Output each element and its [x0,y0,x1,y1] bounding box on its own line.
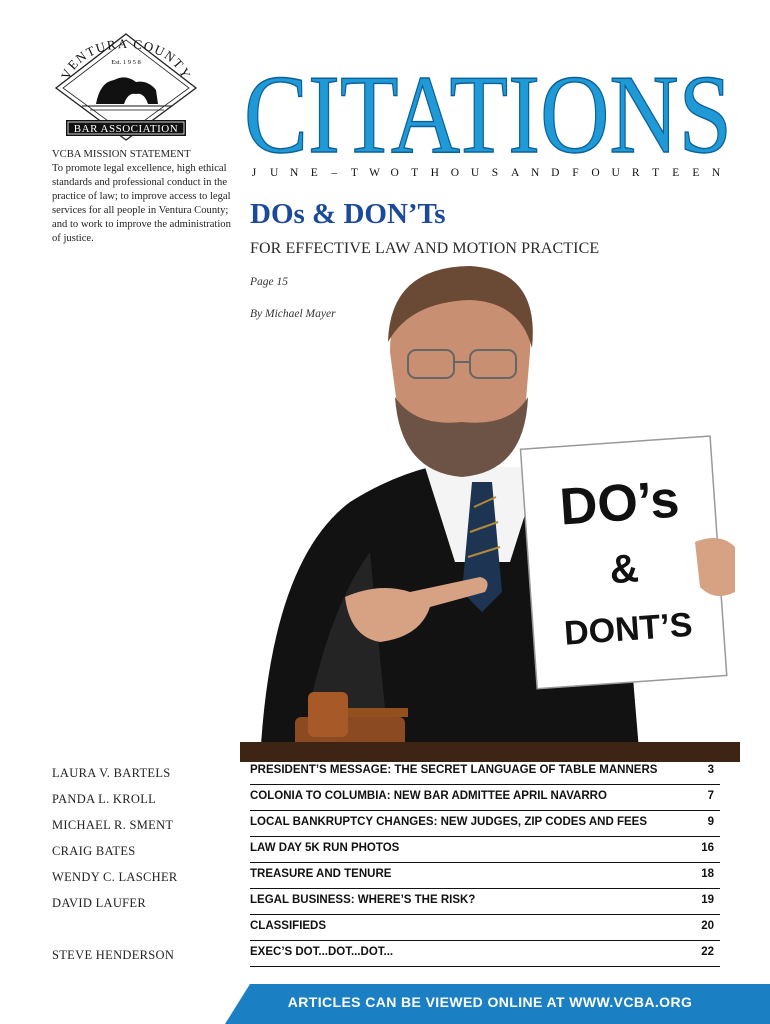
sign-line-2: & [608,546,641,593]
dateline-letter: E [692,167,700,179]
toc-page: 20 [701,920,714,932]
dateline-letter: N [711,167,720,179]
toc-page: 22 [701,946,714,958]
bar-association-logo [52,30,200,142]
toc-title: EXEC’S DOT...DOT...DOT... [250,946,394,958]
toc-row[interactable] [250,940,720,967]
board-name: STEVE HENDERSON [52,948,175,962]
feature-byline: By Michael Mayer [250,308,336,320]
toc-row[interactable] [250,758,720,785]
sign-line-3: DONT’S [562,605,694,653]
toc-row[interactable] [250,888,720,915]
dateline-letter: U [470,167,480,179]
toc-page: 9 [707,816,714,828]
mission-statement [52,148,232,246]
logo-est-text: Est. 1 9 5 8 [111,59,141,66]
toc-row[interactable] [250,914,720,941]
dateline-letter: N [290,167,299,179]
dateline-letter: O [450,167,460,179]
toc-page: 19 [701,894,714,906]
footer-online-link[interactable]: ARTICLES CAN BE VIEWED ONLINE AT WWW.VCBA.ORG [287,994,693,1010]
dateline-letter: – [331,167,338,179]
board-name: LAURA V. BARTELS [52,766,171,780]
judge-photo [240,262,740,762]
feature-page-ref: Page 15 [250,276,289,288]
dateline-letter: E [310,167,318,179]
board-name: DAVID LAUFER [52,896,146,910]
logo-banner-text: BAR ASSOCIATION [73,123,179,135]
toc-title: LOCAL BANKRUPTCY CHANGES: NEW JUDGES, ZIP CODES AND FEES [250,816,648,828]
toc-page: 7 [707,790,714,802]
dateline-letter: S [491,167,499,179]
toc-row[interactable] [250,810,720,837]
logo-arc-text: VENTURA COUNTY [57,35,195,82]
dateline-letter: T [411,167,419,179]
toc-title: PRESIDENT’S MESSAGE: THE SECRET LANGUAGE OF TABLE MANNERS [250,764,658,776]
feature-subtitle: FOR EFFECTIVE LAW AND MOTION PRACTICE [250,240,600,257]
board-name: PANDA L. KROLL [52,792,157,806]
dateline-letter: U [611,167,620,179]
mission-heading: VCBA MISSION STATEMENT [52,149,191,160]
dateline-letter: O [591,167,600,179]
board-name: MICHAEL R. SMENT [52,818,174,832]
board-name: WENDY C. LASCHER [52,870,178,884]
toc-title: CLASSIFIEDS [250,920,327,932]
toc-page: 16 [701,842,714,854]
dateline-letter: H [430,167,439,179]
toc-title: LAW DAY 5K RUN PHOTOS [250,842,400,854]
toc-page: 18 [701,868,714,880]
masthead [240,24,740,164]
dateline-letter: N [531,167,540,179]
dateline-letter: O [390,167,399,179]
arch-rock-icon [82,77,172,110]
dateline-letter: W [369,167,380,179]
dateline-letter: U [269,167,279,179]
dateline-letter: T [652,167,660,179]
masthead-title: CITATIONS [244,53,732,164]
dateline-letter: T [350,167,358,179]
dateline-letter: R [631,167,640,179]
toc-row[interactable] [250,836,720,863]
mission-body: To promote legal excellence, high ethical standards and professional conduct in the practice of law; to improve access to legal services for all people in Ventura County; and to work to improve the administration of justice. [52,163,231,244]
toc-title: COLONIA TO COLUMBIA: NEW BAR ADMITTEE APRIL NAVARRO [250,790,607,802]
toc-title: LEGAL BUSINESS: WHERE’S THE RISK? [250,894,476,906]
feature-title: DOs & DON’Ts [250,198,446,230]
dateline-letter: E [672,167,680,179]
dateline-letter: A [510,167,520,179]
dateline-letter: J [251,167,257,179]
dateline-letter: F [572,167,579,179]
toc-page: 3 [707,764,714,776]
issue-dateline [250,164,720,183]
toc-row[interactable] [250,862,720,889]
sign-line-1: DO’s [557,470,682,537]
toc-title: TREASURE AND TENURE [250,868,392,880]
board-name: CRAIG BATES [52,844,136,858]
dateline-letter: D [551,167,560,179]
toc-row[interactable] [250,784,720,811]
